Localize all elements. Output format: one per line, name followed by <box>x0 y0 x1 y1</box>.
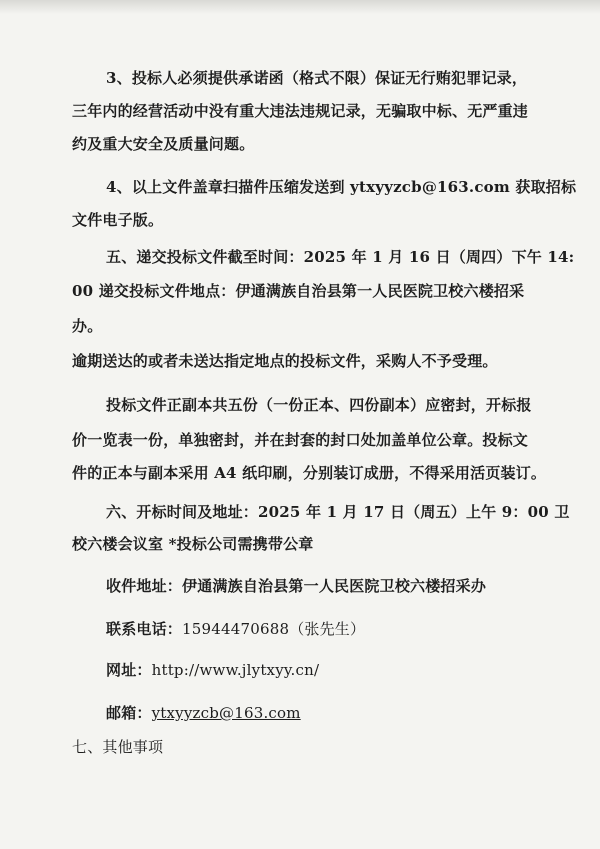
section5-line3: 办。 <box>72 317 103 335</box>
copies-line3: 件的正本与副本采用 A4 纸印刷，分别装订成册，不得采用活页装订。 <box>72 464 547 482</box>
phone-value: 15944470688（张先生） <box>182 620 366 638</box>
item3-line3: 约及重大安全及质量问题。 <box>72 135 255 153</box>
section6-line2: 校六楼会议室 *投标公司需携带公章 <box>72 535 314 553</box>
item4-line2: 文件电子版。 <box>72 211 164 229</box>
item3-line1: 3、投标人必须提供承诺函（格式不限）保证无行贿犯罪记录， <box>106 69 528 87</box>
email-row <box>106 703 301 723</box>
copies-line1: 投标文件正副本共五份（一份正本、四份副本）应密封，开标报 <box>106 396 532 414</box>
website-link[interactable]: http://www.jlytxyy.cn/ <box>151 661 320 679</box>
section7-heading: 七、其他事项 <box>72 738 164 756</box>
website-row <box>106 660 319 680</box>
email-link[interactable]: ytxyyzcb@163.com <box>151 704 301 722</box>
phone-label: 联系电话： <box>106 620 183 638</box>
website-label: 网址： <box>106 661 152 679</box>
section6-line1: 六、开标时间及地址：2025 年 1 月 17 日（周五）上午 9：00 卫 <box>106 503 570 521</box>
address-value: 伊通满族自治县第一人民医院卫校六楼招采办 <box>182 577 487 595</box>
item3-line2: 三年内的经营活动中没有重大违法违规记录，无骗取中标、无严重违 <box>72 102 529 120</box>
address-row <box>106 576 486 596</box>
copies-line2: 价一览表一份，单独密封，并在封套的封口处加盖单位公章。投标文 <box>72 431 529 449</box>
section5-line2: 00 递交投标文件地点：伊通满族自治县第一人民医院卫校六楼招采 <box>72 282 525 300</box>
phone-row <box>106 619 365 639</box>
late-notice: 逾期送达的或者未送达指定地点的投标文件，采购人不予受理。 <box>72 352 498 370</box>
item4-line1: 4、以上文件盖章扫描件压缩发送到 ytxyyzcb@163.com 获取招标 <box>106 178 577 196</box>
section5-line1: 五、递交投标文件截至时间：2025 年 1 月 16 日（周四）下午 14: <box>106 248 575 266</box>
address-label: 收件地址： <box>106 577 183 595</box>
email-label: 邮箱： <box>106 704 152 722</box>
